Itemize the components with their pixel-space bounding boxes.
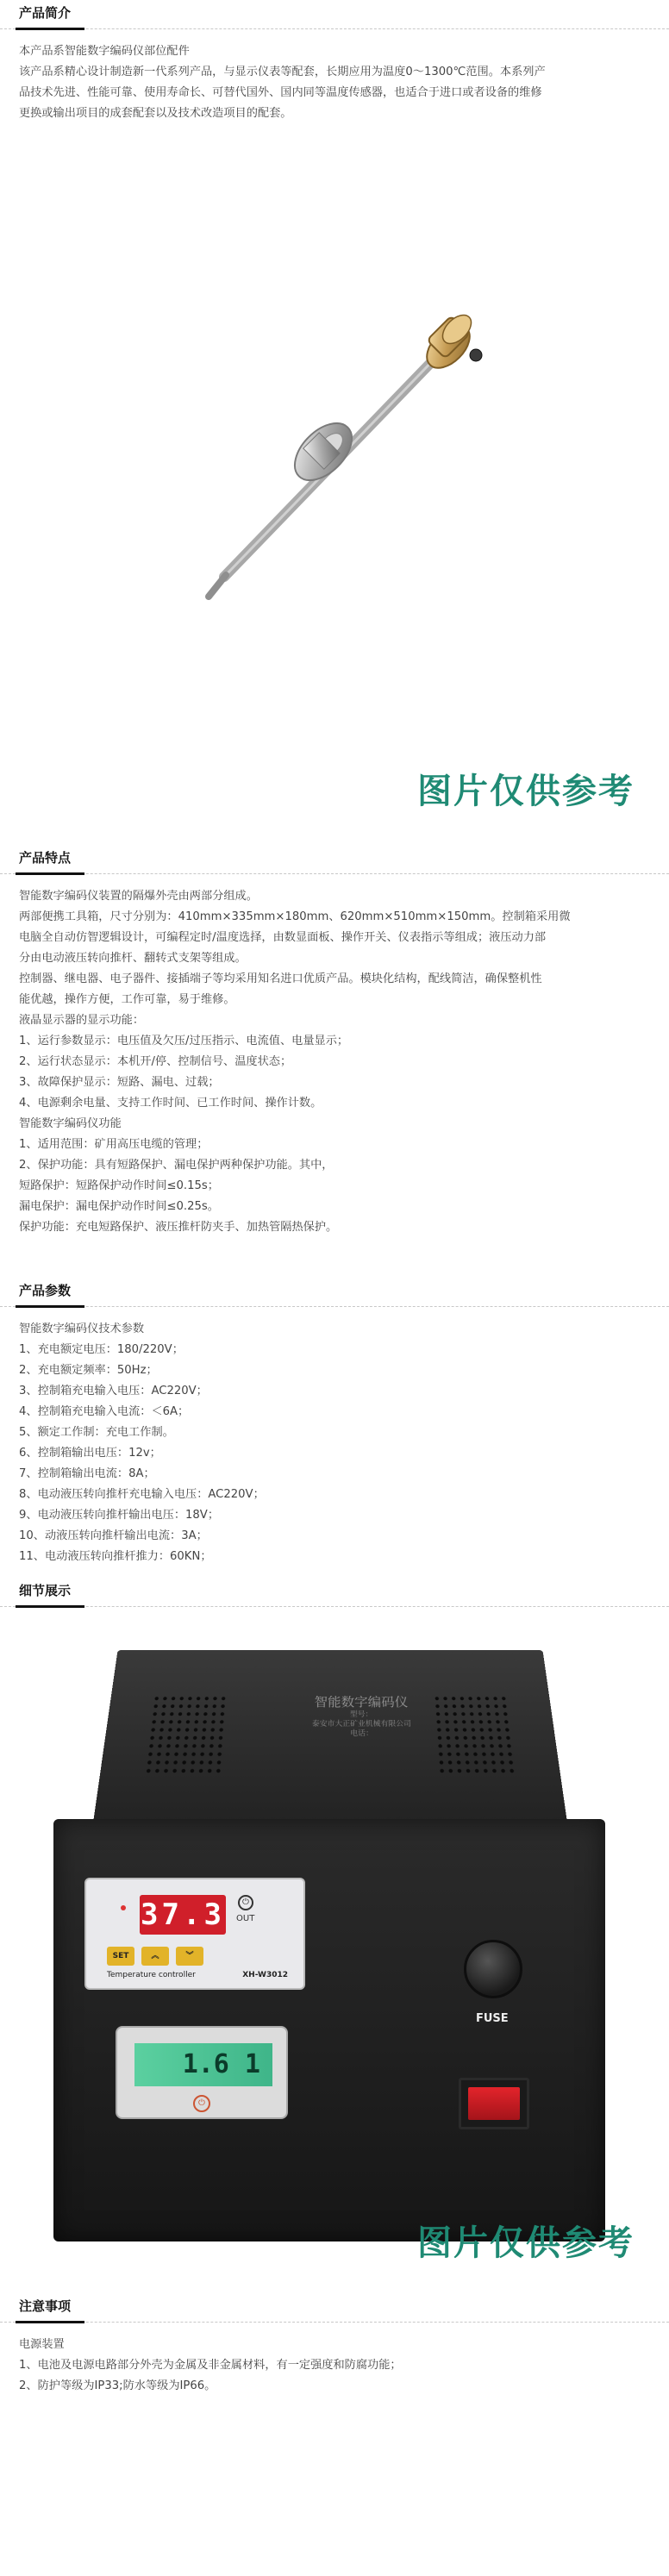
note-line: 电源装置 xyxy=(19,2338,65,2351)
heading-accent-line xyxy=(16,2321,84,2323)
nameplate-line: 型号： xyxy=(349,1710,373,1719)
rocker-icon xyxy=(468,2087,520,2120)
param-line: 6、控制箱输出电压：12v； xyxy=(19,1447,161,1460)
nameplate-line: 泰安市大正矿业机械有限公司 xyxy=(311,1720,412,1729)
watermark-text: 图片仅供参考 xyxy=(417,772,635,811)
notes-heading: 注意事项 xyxy=(19,2298,72,2314)
params-heading: 产品参数 xyxy=(19,1283,72,1298)
notes-heading-bar xyxy=(0,2288,669,2323)
note-line: 2、防护等级为IP33;防水等级为IP66。 xyxy=(19,2379,216,2392)
features-text xyxy=(0,886,669,1272)
vent-grille xyxy=(144,1695,228,1775)
controller-caption: Temperature controller xyxy=(107,1971,196,1979)
feature-line: 两部便携工具箱，尺寸分别为：410mm×335mm×180mm、620mm×510mm×150mm。控制箱采用微 xyxy=(19,910,571,923)
param-line: 3、控制箱充电输入电压：AC220V； xyxy=(19,1385,208,1397)
feature-line: 短路保护：短路保护动作时间≤0.15s； xyxy=(19,1179,219,1192)
feature-line: 电脑全自动仿智逻辑设计，可编程定时/温度选择，由数显面板、操作开关、仪表指示等组成；液压动力部 xyxy=(19,931,547,944)
temperature-controller xyxy=(84,1878,305,1990)
param-line: 9、电动液压转向推杆输出电压：18V； xyxy=(19,1509,220,1522)
watermark-text: 图片仅供参考 xyxy=(417,2223,635,2263)
params-text xyxy=(0,1319,669,1572)
nameplate-title: 智能数字编码仪 xyxy=(314,1694,409,1710)
intro-line: 本产品系智能数字编码仪部位配件 xyxy=(19,45,190,58)
feature-line: 能优越，操作方便，工作可靠，易于维修。 xyxy=(19,993,235,1006)
intro-heading: 产品简介 xyxy=(19,5,72,21)
feature-line: 智能数字编码仪功能 xyxy=(19,1117,122,1130)
indicator-led xyxy=(121,1905,126,1910)
features-heading-bar xyxy=(0,840,669,874)
voltage-meter xyxy=(116,2026,288,2119)
heading-accent-line xyxy=(16,1305,84,1308)
notes-text xyxy=(0,2335,669,2397)
up-arrow-button[interactable]: ︽ xyxy=(141,1947,169,1966)
heading-accent-line xyxy=(16,28,84,30)
intro-line: 品技术先进、性能可靠、使用寿命长、可替代国外、国内同等温度传感器，也适合于进口或者设备的维修 xyxy=(19,86,542,99)
notes-section xyxy=(0,2288,669,2397)
controller-model: XH-W3012 xyxy=(242,1971,288,1979)
param-line: 智能数字编码仪技术参数 xyxy=(19,1322,145,1335)
param-line: 2、充电额定频率：50Hz； xyxy=(19,1364,158,1377)
heading-accent-line xyxy=(16,872,84,875)
detail-image xyxy=(0,1607,669,2288)
controller-box-photo xyxy=(53,1638,605,2241)
intro-text xyxy=(0,41,669,124)
feature-line: 3、故障保护显示：短路、漏电、过载； xyxy=(19,1076,220,1089)
intro-heading-bar xyxy=(0,0,669,29)
meter-power-icon[interactable]: ⏻ xyxy=(193,2095,210,2112)
meter-screen: 1.6 1 xyxy=(134,2043,272,2086)
thermocouple-illustration xyxy=(0,124,669,840)
intro-line: 更换或输出项目的成套配套以及技术改造项目的配套。 xyxy=(19,107,292,120)
product-image xyxy=(0,124,669,840)
param-line: 11、电动液压转向推杆推力：60KN； xyxy=(19,1550,212,1563)
footer-spacer xyxy=(0,2397,669,2414)
param-line: 10、动液压转向推杆输出电流：3A； xyxy=(19,1529,208,1542)
note-line: 1、电池及电源电路部分外壳为金属及非金属材料，有一定强度和防腐功能； xyxy=(19,2359,402,2372)
feature-line: 智能数字编码仪装置的隔爆外壳由两部分组成。 xyxy=(19,890,258,903)
nameplate-line: 电话： xyxy=(350,1729,374,1738)
feature-line: 1、运行参数显示：电压值及欠压/过压指示、电流值、电量显示； xyxy=(19,1035,349,1047)
param-line: 1、充电额定电压：180/220V； xyxy=(19,1343,184,1356)
feature-line: 分由电动液压转向推杆、翻转式支架等组成。 xyxy=(19,952,247,965)
nameplate xyxy=(277,1694,447,1738)
feature-line: 漏电保护：漏电保护动作时间≤0.25s。 xyxy=(19,1200,219,1213)
features-section xyxy=(0,840,669,1272)
feature-line: 液晶显示器的显示功能： xyxy=(19,1014,145,1027)
feature-line: 控制器、继电器、电子器件、接插端子等均采用知名进口优质产品。模块化结构，配线简洁，确保整机性 xyxy=(19,972,542,985)
param-line: 7、控制箱输出电流：8A； xyxy=(19,1467,155,1480)
power-icon: ⏻ xyxy=(238,1895,253,1910)
out-label: OUT xyxy=(236,1914,255,1923)
details-section xyxy=(0,1572,669,2288)
intro-line: 该产品系精心设计制造新一代系列产品，与显示仪表等配套，长期应用为温度0～1300℃范围。本系列产 xyxy=(19,66,546,78)
param-line: 5、额定工作制：充电工作制。 xyxy=(19,1426,174,1439)
params-section xyxy=(0,1272,669,1572)
param-line: 8、电动液压转向推杆充电输入电压：AC220V； xyxy=(19,1488,265,1501)
details-heading: 细节展示 xyxy=(19,1583,72,1598)
details-heading-bar xyxy=(0,1572,669,1607)
feature-line: 2、运行状态显示：本机开/停、控制信号、温度状态； xyxy=(19,1055,292,1068)
down-arrow-button[interactable]: ︾ xyxy=(176,1947,203,1966)
param-line: 4、控制箱充电输入电流：＜6A； xyxy=(19,1405,190,1418)
power-rocker-switch[interactable] xyxy=(459,2078,529,2129)
feature-line: 保护功能：充电短路保护、液压推杆防夹手、加热管隔热保护。 xyxy=(19,1221,338,1234)
params-heading-bar xyxy=(0,1272,669,1307)
temperature-display: 37.3 xyxy=(140,1895,226,1935)
set-button[interactable]: SET xyxy=(107,1947,134,1966)
feature-line: 1、适用范围：矿用高压电缆的管理； xyxy=(19,1138,209,1151)
feature-line: 2、保护功能：具有短路保护、漏电保护两种保护功能。其中， xyxy=(19,1159,334,1172)
fuse-label: FUSE xyxy=(476,2012,509,2025)
feature-line: 4、电源剩余电量、支持工作时间、已工作时间、操作计数。 xyxy=(19,1097,322,1110)
intro-section xyxy=(0,0,669,124)
box-front-panel xyxy=(53,1819,605,2241)
fuse-holder-knob[interactable] xyxy=(464,1940,522,1998)
features-heading: 产品特点 xyxy=(19,850,72,866)
